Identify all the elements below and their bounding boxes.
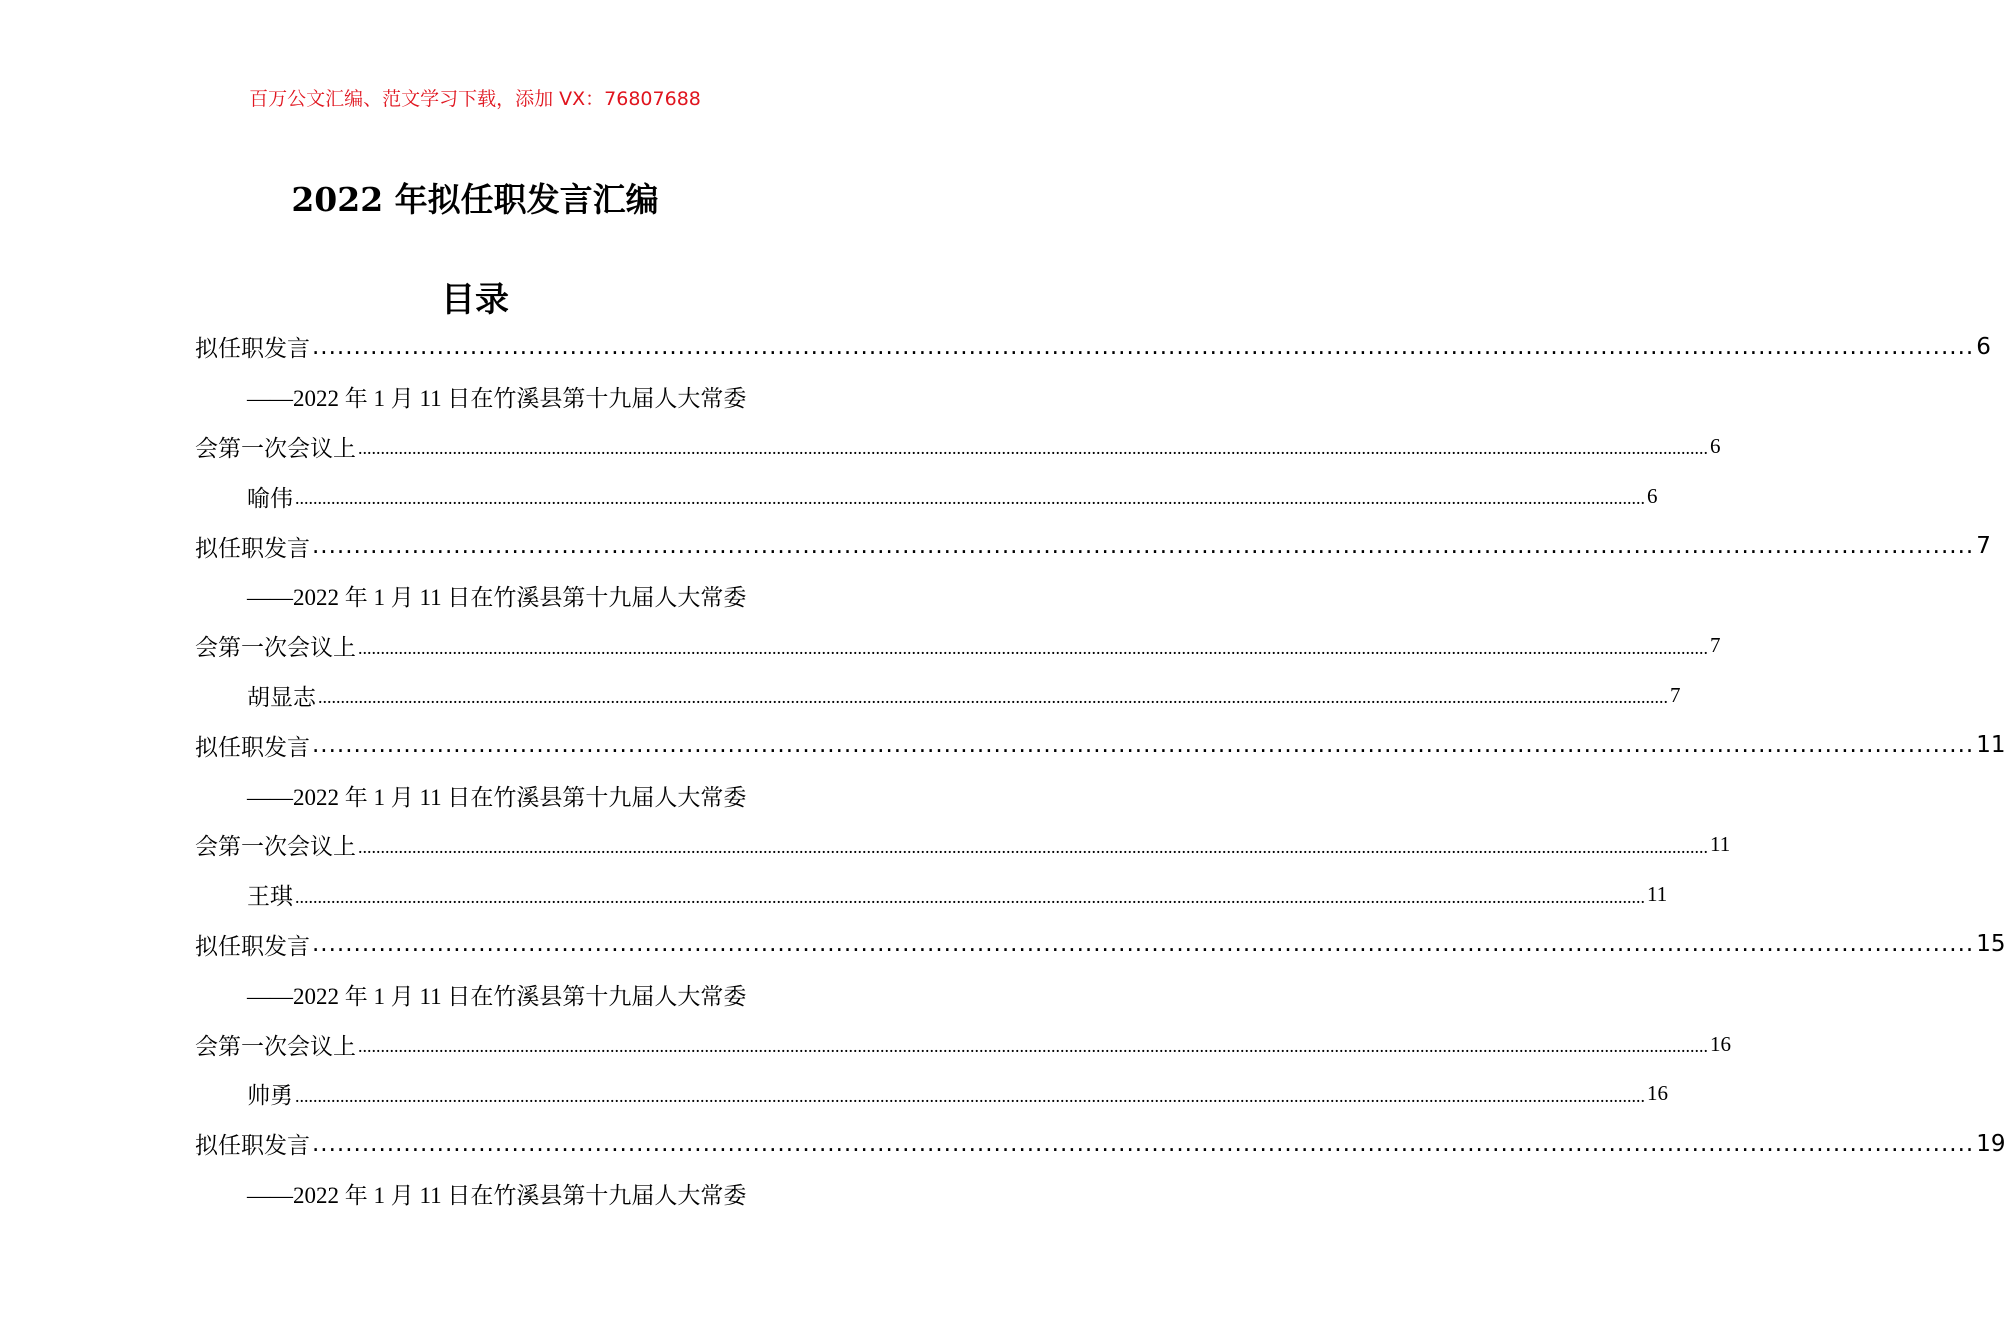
dot-leader: ............................................................................................................................................................................................................................................................................................................ [358, 438, 1708, 459]
toc-entry-title-page-number: 19 [1976, 1130, 2006, 1157]
header-note: 百万公文汇编、范文学习下载，添加 VX：76807688 [249, 88, 701, 110]
toc-entry-subtitle-cont-label: 会第一次会议上 [195, 635, 356, 662]
toc-entry-subtitle-cont[interactable] [195, 820, 1731, 870]
toc-entry-title-page-number: 6 [1976, 333, 1991, 360]
toc-entry-title-page-number: 15 [1976, 931, 2006, 958]
toc-entry-title-page-number: 7 [1976, 533, 1991, 560]
dot-leader: ............................................................................................................................................................................................................................................................................................................ [295, 488, 1645, 509]
toc-entry-subtitle-cont-page-number: 6 [1710, 433, 1721, 458]
toc-entry-subtitle-label: ——2022 年 1 月 11 日在竹溪县第十九届人大常委 [247, 386, 747, 412]
toc-entry-subtitle-cont-page-number: 7 [1710, 633, 1721, 658]
toc-entry-subtitle-cont-label: 会第一次会议上 [195, 834, 356, 861]
toc-entry-subtitle-label: ——2022 年 1 月 11 日在竹溪县第十九届人大常委 [247, 784, 747, 810]
dot-leader: ............................................................................................................................................................................................................................................................................................................ [295, 886, 1645, 907]
toc-entry-title[interactable] [195, 1119, 2006, 1169]
toc-entry-subtitle[interactable] [195, 571, 806, 621]
toc-entry-title-label: 拟任职发言 [195, 535, 310, 562]
toc-entry-title-label: 拟任职发言 [195, 1133, 310, 1160]
toc-entry-speaker-page-number: 7 [1670, 682, 1681, 707]
toc-entry-speaker-page-number: 11 [1647, 882, 1668, 907]
toc-entry-speaker-label: 胡显志 [247, 684, 316, 711]
toc-entry-speaker-page-number: 6 [1647, 483, 1658, 508]
toc-entry-subtitle-cont-label: 会第一次会议上 [195, 1033, 356, 1060]
dot-leader: ........................................................................................................................................................................................................ [312, 333, 1975, 360]
toc-entry-subtitle-cont[interactable] [195, 1019, 1731, 1069]
toc-entry-speaker[interactable] [195, 471, 1658, 521]
toc-entry-subtitle-cont-label: 会第一次会议上 [195, 435, 356, 462]
toc-entry-subtitle-label: ——2022 年 1 月 11 日在竹溪县第十九届人大常委 [247, 1182, 747, 1208]
toc-entry-subtitle-label: ——2022 年 1 月 11 日在竹溪县第十九届人大常委 [247, 585, 747, 611]
toc-entry-subtitle-cont-page-number: 11 [1710, 832, 1731, 857]
toc-entry-subtitle-cont[interactable] [195, 422, 1721, 472]
dot-leader: ............................................................................................................................................................................................................................................................................................................ [358, 1035, 1708, 1056]
toc-entry-title-label: 拟任职发言 [195, 336, 310, 363]
toc-entry-speaker-label: 喻伟 [247, 485, 293, 512]
toc-entry-subtitle[interactable] [195, 770, 806, 820]
toc-entry-speaker-page-number: 16 [1647, 1081, 1668, 1106]
toc-entry-title[interactable] [195, 920, 2006, 970]
table-of-contents [195, 322, 2006, 1218]
dot-leader: ............................................................................................................................................................................................................................................................................................................ [358, 637, 1708, 658]
dot-leader: ........................................................................................................................................................................................................ [312, 532, 1975, 559]
toc-entry-speaker[interactable] [195, 671, 1681, 721]
dot-leader: ............................................................................................................................................................................................................................................................................................................ [295, 1085, 1645, 1106]
toc-entry-title-page-number: 11 [1976, 732, 2006, 759]
toc-entry-title[interactable] [195, 322, 1991, 372]
toc-entry-speaker[interactable] [195, 870, 1668, 920]
toc-entry-title[interactable] [195, 521, 1991, 571]
dot-leader: ............................................................................................................................................................................................................................................................................................................ [318, 687, 1668, 708]
toc-entry-speaker[interactable] [195, 1069, 1668, 1119]
toc-entry-title-label: 拟任职发言 [195, 933, 310, 960]
toc-entry-title-label: 拟任职发言 [195, 734, 310, 761]
toc-entry-speaker-label: 王琪 [247, 884, 293, 911]
toc-entry-speaker-label: 帅勇 [247, 1083, 293, 1110]
toc-entry-subtitle-cont[interactable] [195, 621, 1721, 671]
dot-leader: ........................................................................................................................................................................................................ [312, 1130, 1975, 1157]
toc-entry-subtitle[interactable] [195, 1169, 806, 1219]
toc-entry-subtitle-label: ——2022 年 1 月 11 日在竹溪县第十九届人大常委 [247, 983, 747, 1009]
toc-entry-title[interactable] [195, 720, 2006, 770]
dot-leader: ........................................................................................................................................................................................................ [312, 931, 1975, 958]
toc-heading: 目录 [441, 280, 509, 320]
document-title: 2022 年拟任职发言汇编 [291, 180, 659, 219]
toc-entry-subtitle-cont-page-number: 16 [1710, 1031, 1731, 1056]
dot-leader: ........................................................................................................................................................................................................ [312, 732, 1975, 759]
dot-leader: ............................................................................................................................................................................................................................................................................................................ [358, 836, 1708, 857]
toc-entry-subtitle[interactable] [195, 969, 806, 1019]
toc-entry-subtitle[interactable] [195, 372, 806, 422]
